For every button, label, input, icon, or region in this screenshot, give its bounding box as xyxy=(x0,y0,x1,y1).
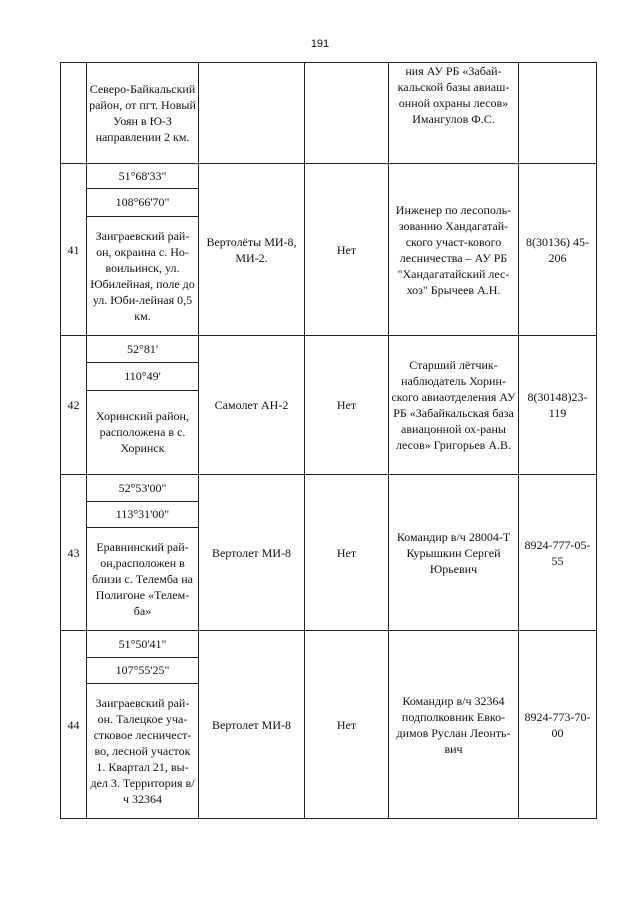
coordinates-cell xyxy=(87,164,199,336)
coordinates-cell xyxy=(87,336,199,475)
phone-cell: 8924-773-70-00 xyxy=(519,631,597,819)
fuel-cell: Нет xyxy=(305,475,389,631)
latitude: 51°50'41" xyxy=(87,631,198,657)
coordinates-cell xyxy=(87,475,199,631)
coordinates-cell xyxy=(87,631,199,819)
longitude: 107°55'25" xyxy=(87,657,198,683)
latitude: 52°81' xyxy=(87,336,198,362)
longitude: 113°31'00" xyxy=(87,501,198,527)
aircraft-cell: Вертолет МИ-8 xyxy=(199,475,305,631)
table-row xyxy=(61,164,597,336)
row-number: 44 xyxy=(61,631,87,819)
longitude: 108°66'70" xyxy=(87,188,198,216)
table-row xyxy=(61,631,597,819)
data-table xyxy=(60,62,597,819)
row-number: 41 xyxy=(61,164,87,336)
table-row xyxy=(61,336,597,475)
fuel-cell: Нет xyxy=(305,631,389,819)
aircraft-cell: Самолет АН-2 xyxy=(199,336,305,475)
longitude: 110°49' xyxy=(87,362,198,390)
row-number: 42 xyxy=(61,336,87,475)
responsible-cell: ния АУ РБ «Забай-кальской базы авиаш-онной охраны лесов» Имангулов Ф.С. xyxy=(389,63,519,164)
table-row xyxy=(61,475,597,631)
responsible-cell: Командир в/ч 32364 подполковник Евко-димов Руслан Леонть-вич xyxy=(389,631,519,819)
location-text: Заиграевский рай-он. Талецкое уча-стковое лесничест-во, лесной участок 1. Квартал 21, вы-дел 3. Территория в/ч 32364 xyxy=(90,695,195,806)
location-cell: Северо-Байкальский район, от пгт. Новый Уоян в Ю-З направлении 2 км. xyxy=(87,63,199,164)
location-text: Еравнинский рай-он,расположен в близи с. Телемба на Полигоне «Телем-ба» xyxy=(92,539,193,618)
aircraft-cell xyxy=(199,63,305,164)
location-text: Заиграевский рай-он, окраина с. Но-воильинск, ул. Юбилейная, поле до ул. Юби-лейная 0,5 км. xyxy=(90,228,195,323)
fuel-cell: Нет xyxy=(305,164,389,336)
table-row-continued xyxy=(61,63,597,164)
responsible-cell: Инженер по лесополь-зованию Хандагатай-ского участ-кового лесничества – АУ РБ "Хандагатайский лес-хоз" Брычеев А.Н. xyxy=(389,164,519,336)
row-number: 43 xyxy=(61,475,87,631)
page-number: 191 xyxy=(310,38,330,50)
phone-cell: 8(30136) 45-206 xyxy=(519,164,597,336)
aircraft-cell: Вертолет МИ-8 xyxy=(199,631,305,819)
phone-cell xyxy=(519,63,597,164)
latitude: 52°53'00" xyxy=(87,475,198,501)
fuel-cell: Нет xyxy=(305,336,389,475)
responsible-cell: Командир в/ч 28004-Т Курышкин Сергей Юрьевич xyxy=(389,475,519,631)
responsible-cell: Старший лётчик-наблюдатель Хорин-ского авиаотделения АУ РБ «Забайкальская база авиацонной ох-раны лесов» Григорьев А.В. xyxy=(389,336,519,475)
aircraft-cell: Вертолёты МИ-8, МИ-2. xyxy=(199,164,305,336)
latitude: 51°68'33" xyxy=(87,164,198,188)
location-text: Хоринский район, расположена в с. Хоринск xyxy=(96,409,189,456)
fuel-cell xyxy=(305,63,389,164)
row-number xyxy=(61,63,87,164)
phone-cell: 8(30148)23-119 xyxy=(519,336,597,475)
phone-cell: 8924-777-05-55 xyxy=(519,475,597,631)
